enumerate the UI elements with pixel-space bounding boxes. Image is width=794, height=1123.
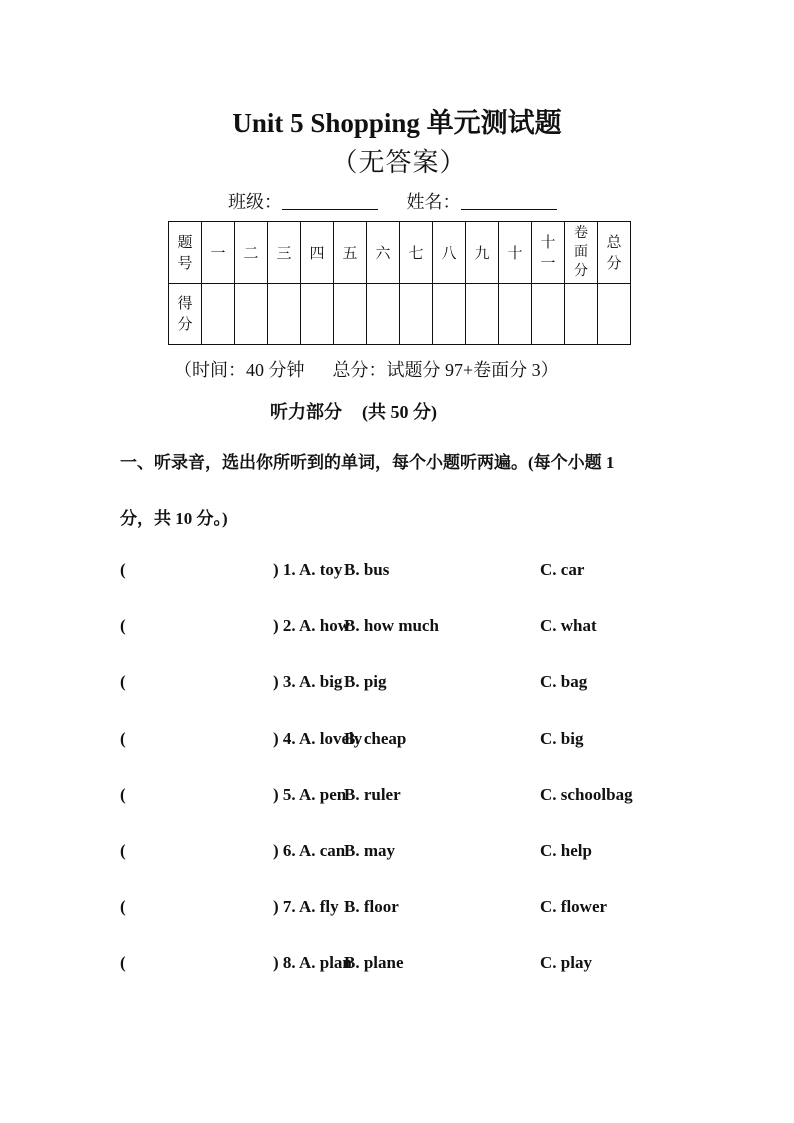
score-row-label: 得 分 bbox=[169, 284, 202, 345]
section-heading bbox=[270, 398, 437, 424]
question-number-label: 题 号 bbox=[169, 222, 202, 284]
option-c: C. play bbox=[540, 953, 592, 972]
question-row bbox=[120, 953, 720, 977]
option-c: C. car bbox=[540, 560, 585, 579]
score-col-header-11: 十 一 bbox=[532, 222, 565, 284]
paper-score-header: 卷 面 分 bbox=[565, 222, 598, 284]
answer-paren[interactable]: ( bbox=[120, 897, 126, 916]
score-col-header: 十 bbox=[499, 222, 532, 284]
option-c: C. big bbox=[540, 729, 584, 748]
question-row bbox=[120, 616, 720, 640]
option-a: ) 3. A. big bbox=[273, 672, 343, 691]
score-cell[interactable] bbox=[202, 284, 235, 345]
option-a: ) 2. A. how bbox=[273, 616, 350, 635]
option-b: B. pig bbox=[344, 672, 387, 691]
answer-paren[interactable]: ( bbox=[120, 785, 126, 804]
score-col-header: 八 bbox=[433, 222, 466, 284]
option-c: C. flower bbox=[540, 897, 608, 916]
exam-info-line bbox=[174, 356, 559, 382]
option-b: B. how much bbox=[344, 616, 439, 635]
answer-paren[interactable]: ( bbox=[120, 841, 126, 860]
option-b: B. bus bbox=[344, 560, 390, 579]
score-cell[interactable] bbox=[235, 284, 268, 345]
option-b: B. ruler bbox=[344, 785, 401, 804]
total-score-header: 总 分 bbox=[598, 222, 631, 284]
score-cell[interactable] bbox=[565, 284, 598, 345]
score-col-header: 九 bbox=[466, 222, 499, 284]
question-row bbox=[120, 897, 720, 921]
class-blank[interactable] bbox=[282, 191, 378, 210]
score-col-header: 三 bbox=[268, 222, 301, 284]
option-b: B. may bbox=[344, 841, 395, 860]
answer-paren[interactable]: ( bbox=[120, 729, 126, 748]
name-label: 姓名： bbox=[406, 192, 461, 212]
score-table bbox=[168, 221, 631, 345]
score-cell[interactable] bbox=[598, 284, 631, 345]
name-blank[interactable] bbox=[461, 191, 557, 210]
page-subtitle: （无答案） bbox=[331, 148, 467, 177]
class-label: 班级： bbox=[228, 192, 282, 212]
option-a: ) 4. A. lovely bbox=[273, 729, 363, 748]
answer-paren[interactable]: ( bbox=[120, 672, 126, 691]
option-b: B. plane bbox=[344, 953, 404, 972]
score-col-header: 六 bbox=[367, 222, 400, 284]
score-col-header: 七 bbox=[400, 222, 433, 284]
score-cell[interactable] bbox=[433, 284, 466, 345]
score-cell[interactable] bbox=[367, 284, 400, 345]
score-cell[interactable] bbox=[466, 284, 499, 345]
answer-paren[interactable]: ( bbox=[120, 953, 126, 972]
option-a: ) 8. A. plan bbox=[273, 953, 352, 972]
exam-total-score: 总分：试题分 97+卷面分 3） bbox=[332, 360, 559, 380]
option-b: B. floor bbox=[344, 897, 399, 916]
page-title: Unit 5 Shopping 单元测试题 bbox=[232, 108, 562, 138]
score-col-header: 五 bbox=[334, 222, 367, 284]
score-cell[interactable] bbox=[268, 284, 301, 345]
score-col-header: 四 bbox=[301, 222, 334, 284]
score-table-score-row bbox=[169, 284, 631, 345]
question-row bbox=[120, 672, 720, 696]
score-col-header: 二 bbox=[235, 222, 268, 284]
question-row bbox=[120, 729, 720, 753]
question-row bbox=[120, 560, 720, 584]
option-c: C. what bbox=[540, 616, 597, 635]
score-col-header: 一 bbox=[202, 222, 235, 284]
option-b: B. cheap bbox=[344, 729, 407, 748]
question-row bbox=[120, 785, 720, 809]
score-cell[interactable] bbox=[499, 284, 532, 345]
section-title: 听力部分 bbox=[270, 402, 342, 422]
option-a: ) 7. A. fly bbox=[273, 897, 339, 916]
question-row bbox=[120, 841, 720, 865]
exam-time: （时间：40 分钟 bbox=[174, 360, 305, 380]
option-c: C. bag bbox=[540, 672, 588, 691]
score-cell[interactable] bbox=[334, 284, 367, 345]
answer-paren[interactable]: ( bbox=[120, 560, 126, 579]
answer-paren[interactable]: ( bbox=[120, 616, 126, 635]
student-info-line bbox=[228, 188, 581, 214]
part1-instruction-line2: 分，共 10 分。) bbox=[120, 509, 228, 528]
option-c: C. schoolbag bbox=[540, 785, 633, 804]
score-table-header-row bbox=[169, 222, 631, 284]
score-cell[interactable] bbox=[400, 284, 433, 345]
option-a: ) 6. A. can bbox=[273, 841, 346, 860]
score-cell[interactable] bbox=[301, 284, 334, 345]
part1-instruction-line1: 一、听录音，选出你所听到的单词，每个小题听两遍。(每个小题 1 bbox=[120, 453, 615, 472]
option-a: ) 5. A. pen bbox=[273, 785, 347, 804]
option-a: ) 1. A. toy bbox=[273, 560, 343, 579]
option-c: C. help bbox=[540, 841, 592, 860]
section-points: (共 50 分) bbox=[362, 402, 437, 422]
score-cell[interactable] bbox=[532, 284, 565, 345]
